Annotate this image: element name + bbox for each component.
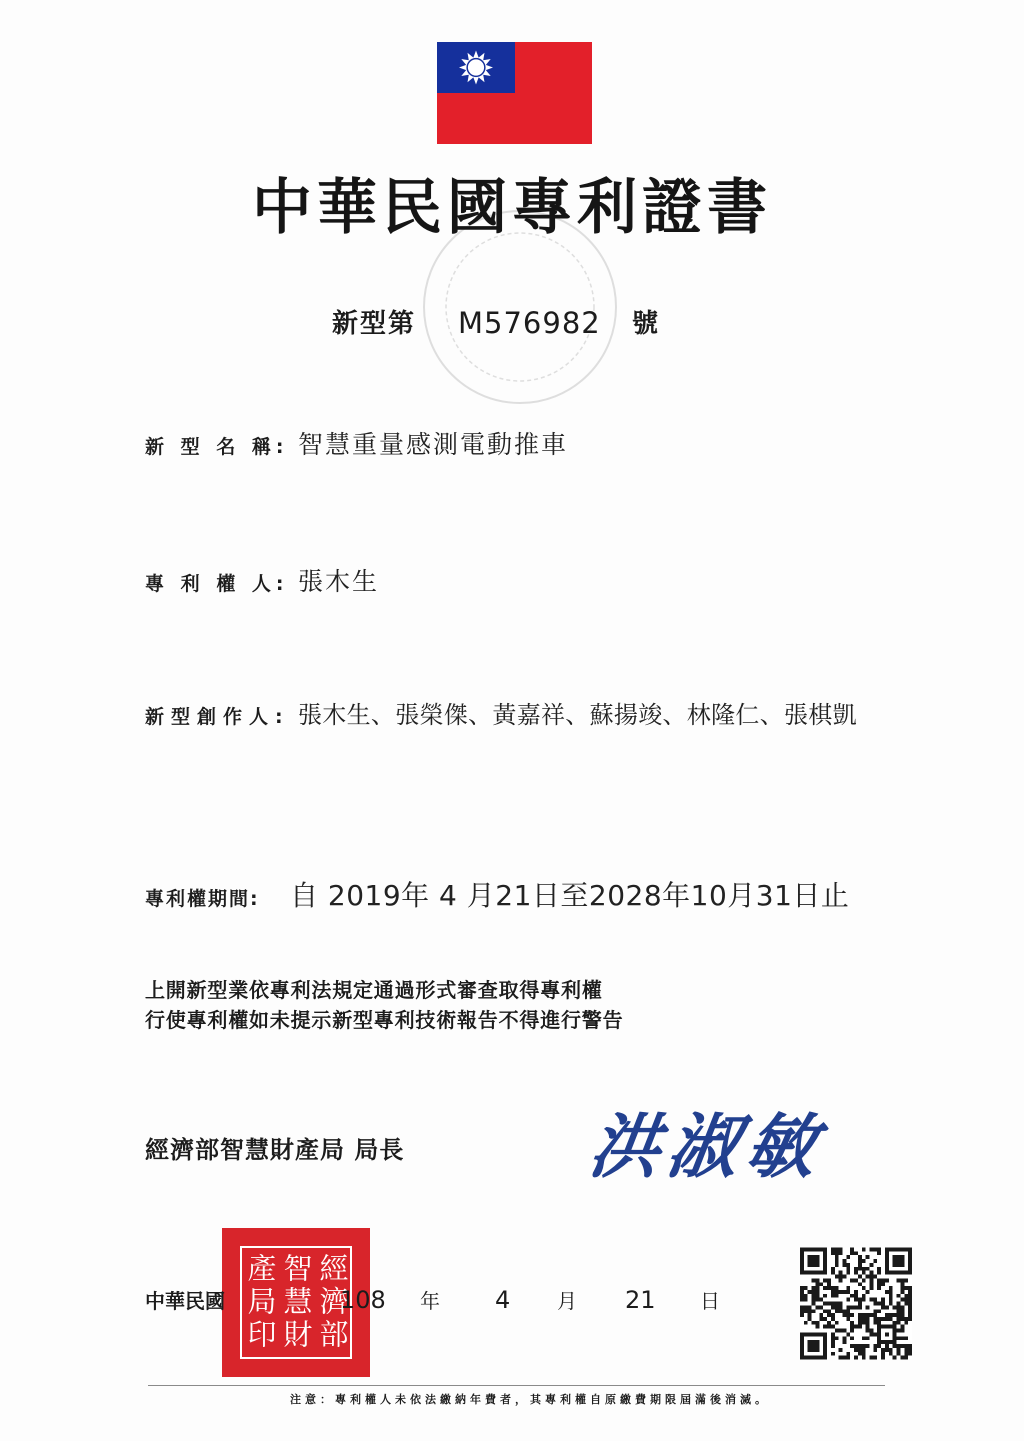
field-utility-model-name [145,432,568,457]
date-day-unit: 日 [700,1289,720,1313]
taiwan-flag-icon [437,42,592,144]
field-label: 新 型 名 稱: [145,436,289,458]
certificate-title: 中華民國專利證書 [252,173,772,243]
seal-frame [240,1246,352,1359]
date-year: 108 [340,1286,386,1314]
seal-column: 智慧財 [279,1253,314,1352]
director-signature: 洪淑敏 [584,1105,830,1188]
field-value: 智慧重量感測電動推車 [298,430,569,459]
field-creators [145,703,857,727]
term-value: 自 2019年 4 月21日至2028年10月31日止 [290,879,850,912]
patent-number: M576982 [458,306,601,340]
issuer-title: 經濟部智慧財產局 局長 [145,1136,405,1164]
footer-divider [148,1385,885,1386]
notice-line: 上開新型業依專利法規定通過形式審查取得專利權 [145,978,603,1002]
field-patentee [145,569,379,594]
date-year-unit: 年 [420,1289,440,1313]
field-patent-term [145,879,850,912]
seal-column: 經濟部 [315,1253,350,1352]
date-month: 4 [495,1286,511,1314]
patent-number-prefix: 新型第 [332,309,417,339]
date-era: 中華民國 [145,1289,225,1313]
date-month-unit: 月 [557,1289,577,1313]
footnote: 注意：專利權人未依法繳納年費者，其專利權自原繳費期限屆滿後消滅。 [290,1393,770,1406]
qr-code-icon [800,1247,912,1360]
field-value: 張木生、張榮傑、黃嘉祥、蘇揚竣、林隆仁、張棋凱 [298,701,857,729]
patent-number-suffix: 號 [632,309,659,339]
field-label: 新型創作人: [145,706,290,728]
field-label: 專 利 權 人: [145,573,289,595]
date-day: 21 [625,1286,656,1314]
term-label: 專利權期間: [145,888,260,910]
field-value: 張木生 [298,567,380,596]
white-sun-disc [468,59,484,75]
seal-column: 產局印 [243,1253,278,1352]
notice-line: 行使專利權如未提示新型專利技術報告不得進行警告 [145,1008,624,1032]
